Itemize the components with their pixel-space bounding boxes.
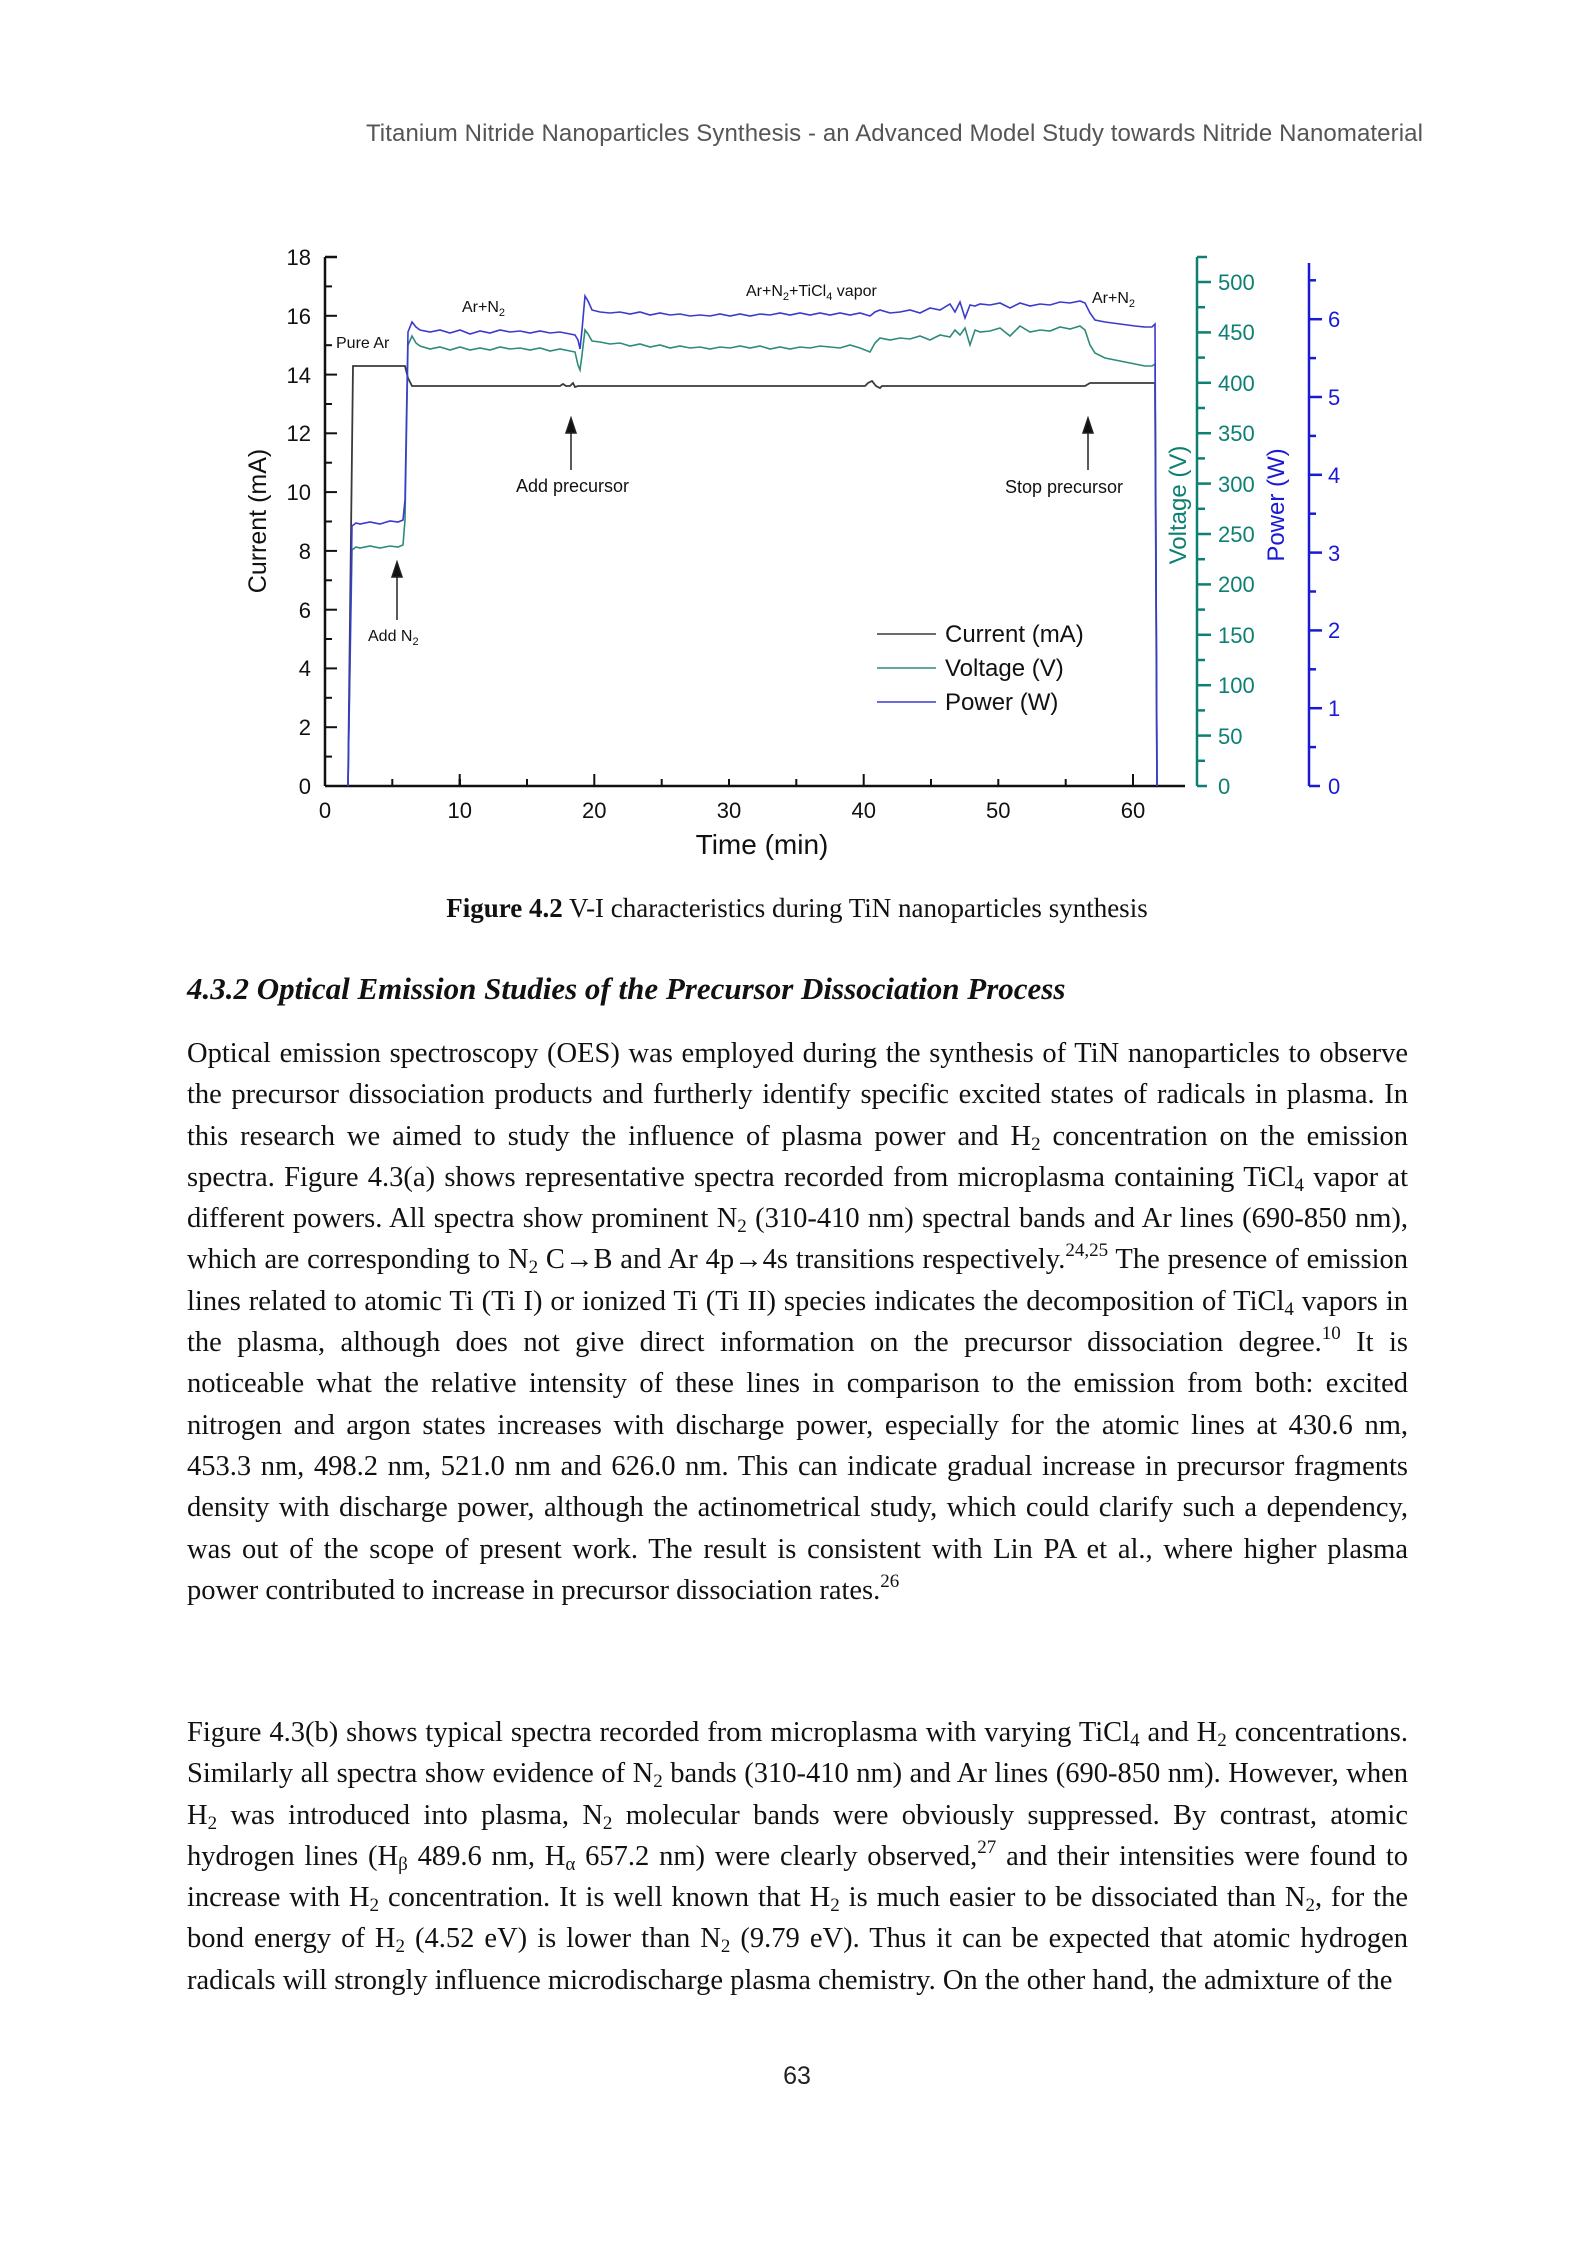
page-number: 63 — [783, 2062, 811, 2090]
svg-text:2: 2 — [298, 715, 311, 740]
figure-4-2-chart — [0, 0, 1594, 880]
svg-text:500: 500 — [1218, 270, 1255, 295]
legend-label-voltage: Voltage (V) — [945, 655, 1064, 682]
section-heading: 4.3.2 Optical Emission Studies of the Precursor Dissociation Process — [187, 971, 1066, 1006]
svg-text:150: 150 — [1218, 623, 1255, 648]
left-y-tick-labels — [287, 245, 311, 799]
annotation-ar-n2-ticl4-vapor: $Ar+N_2+TiCl_4$ vapor — [746, 283, 877, 303]
current-series-line — [348, 366, 1157, 786]
svg-text:50: 50 — [1218, 724, 1243, 749]
svg-text:250: 250 — [1218, 522, 1255, 547]
annotation-pure-ar: Pure Ar — [336, 335, 390, 352]
svg-text:50: 50 — [986, 798, 1011, 823]
voltage-series-line — [348, 326, 1157, 786]
svg-text:18: 18 — [286, 245, 311, 270]
svg-text:0: 0 — [1328, 774, 1341, 799]
svg-text:6: 6 — [298, 598, 311, 623]
svg-text:2: 2 — [1328, 618, 1341, 643]
svg-text:300: 300 — [1218, 472, 1255, 497]
svg-text:6: 6 — [1328, 307, 1341, 332]
svg-text:0: 0 — [1218, 774, 1231, 799]
x-axis-label: Time (min) — [695, 829, 829, 860]
annotation-stop-precursor: Stop precursor — [1005, 477, 1124, 497]
running-header: Titanium Nitride Nanoparticles Synthesis - an Advanced Model Study towards Nitride Nanomaterial — [365, 120, 1424, 147]
voltage-axis-label: Voltage (V) — [1165, 445, 1192, 565]
power-axis — [1309, 263, 1322, 786]
svg-text:16: 16 — [286, 304, 311, 329]
voltage-tick-labels — [1218, 270, 1255, 799]
svg-text:8: 8 — [298, 539, 311, 564]
power-axis-label: Power (W) — [1263, 448, 1290, 562]
chart-legend — [877, 621, 1084, 716]
annotation-arrows — [392, 418, 1093, 620]
power-tick-labels — [1328, 307, 1340, 799]
svg-text:20: 20 — [582, 798, 607, 823]
annotation-ar-n2-right: $Ar+N_2$ — [1092, 290, 1136, 310]
voltage-axis — [1197, 257, 1211, 786]
svg-text:60: 60 — [1120, 798, 1146, 823]
arrow-up-icon — [1083, 418, 1093, 470]
svg-text:10: 10 — [447, 798, 472, 823]
figure-label: Figure 4.2 — [446, 893, 563, 923]
svg-text:4: 4 — [298, 656, 311, 681]
figure-caption-text: V-I characteristics during TiN nanoparticles synthesis — [562, 893, 1148, 923]
svg-text:400: 400 — [1218, 371, 1255, 396]
svg-text:14: 14 — [286, 363, 311, 388]
svg-text:1: 1 — [1328, 696, 1341, 721]
citation-ref: 24,25 — [1065, 1240, 1109, 1262]
x-tick-labels — [319, 798, 1145, 823]
svg-text:350: 350 — [1218, 421, 1255, 446]
left-y-axis-label: Current (mA) — [244, 448, 272, 594]
svg-text:3: 3 — [1328, 541, 1341, 566]
annotation-add-n2: Add $N_2$ — [368, 628, 419, 648]
svg-text:12: 12 — [286, 421, 311, 446]
svg-text:100: 100 — [1218, 673, 1255, 698]
svg-text:4: 4 — [1328, 463, 1341, 488]
svg-text:5: 5 — [1328, 385, 1341, 410]
svg-text:10: 10 — [286, 480, 311, 505]
citation-ref: 27 — [977, 1836, 997, 1858]
annotation-ar-n2-left: $Ar+N_2$ — [462, 299, 506, 319]
x-ticks — [392, 774, 1133, 786]
figure-caption — [0, 893, 1594, 924]
legend-label-power: Power (W) — [945, 689, 1059, 716]
svg-text:30: 30 — [716, 798, 742, 823]
legend-label-current: Current (mA) — [945, 621, 1084, 648]
chart-annotations — [336, 283, 1135, 648]
paragraph-1: Optical emission spectroscopy (OES) was employed during the synthesis of TiN nanoparticles to observe the precursor dissociation products and furtherly identify specific excited states of radicals in plasma. In this research we aimed to study the influence of plasma power and $H_2$ concentration on the emission spectra. Figure 4.3(a) shows representative spectra recorded from microplasma containing TiCl$_4$ vapor at different powers. All spectra show prominent $N_2$ (310-410 nm) spectral bands and Ar lines (690-850 nm), which are corresponding to $N_2$ C→B and Ar 4p→4s transitions respectively.$^{24,25}$ The presence of emission lines related to atomic Ti (Ti I) or ionized Ti (Ti II) species indicates the decomposition of TiCl$_4$ vapors in the plasma, although does not give direct information on the precursor dissociation degree.$^{10}$ It is noticeable what the relative intensity of these lines in comparison to the emission from both: excited nitrogen and argon states increases with discharge power, especially for the atomic lines at 430.6 nm, 453.3 nm, 498.2 nm, 521.0 nm and 626.0 nm. This can indicate gradual increase in precursor fragments density with discharge power, although the actinometrical study, which could clarify such a dependency, was out of the scope of present work. The result is consistent with Lin PA et al., where higher plasma power contributed to increase in precursor dissociation rates.$^{26}$ — [187, 1038, 1409, 1606]
paragraph-2: Figure 4.3(b) shows typical spectra recorded from microplasma with varying TiCl$_4$ and $H_2$ concentrations. Similarly all spectra show evidence of $N_2$ bands (310-410 nm) and Ar lines (690-850 nm). However, when $H_2$ was introduced into plasma, $N_2$ molecular bands were obviously suppressed. By contrast, atomic hydrogen lines ($H_\beta$ 489.6 nm, $H_\alpha$ 657.2 nm) were clearly observed,$^{27}$ and their intensities were found to increase with $H_2$ concentration. It is well known that $H_2$ is much easier to be dissociated than $N_2$, for the bond energy of $H_2$ (4.52 eV) is lower than $N_2$ (9.79 eV). Thus it can be expected that atomic hydrogen radicals will strongly influence microdischarge plasma chemistry. On the other hand, the admixture of the — [187, 1717, 1409, 1996]
arrow-up-icon — [392, 562, 402, 620]
svg-text:200: 200 — [1218, 572, 1255, 597]
svg-text:0: 0 — [298, 774, 311, 799]
svg-text:40: 40 — [851, 798, 876, 823]
svg-text:450: 450 — [1218, 320, 1255, 345]
citation-ref: 10 — [1321, 1323, 1341, 1345]
svg-text:0: 0 — [318, 798, 332, 823]
left-y-ticks — [325, 286, 337, 756]
citation-ref: 26 — [880, 1570, 900, 1592]
annotation-add-precursor: Add precursor — [516, 476, 630, 496]
arrow-up-icon — [566, 418, 576, 470]
